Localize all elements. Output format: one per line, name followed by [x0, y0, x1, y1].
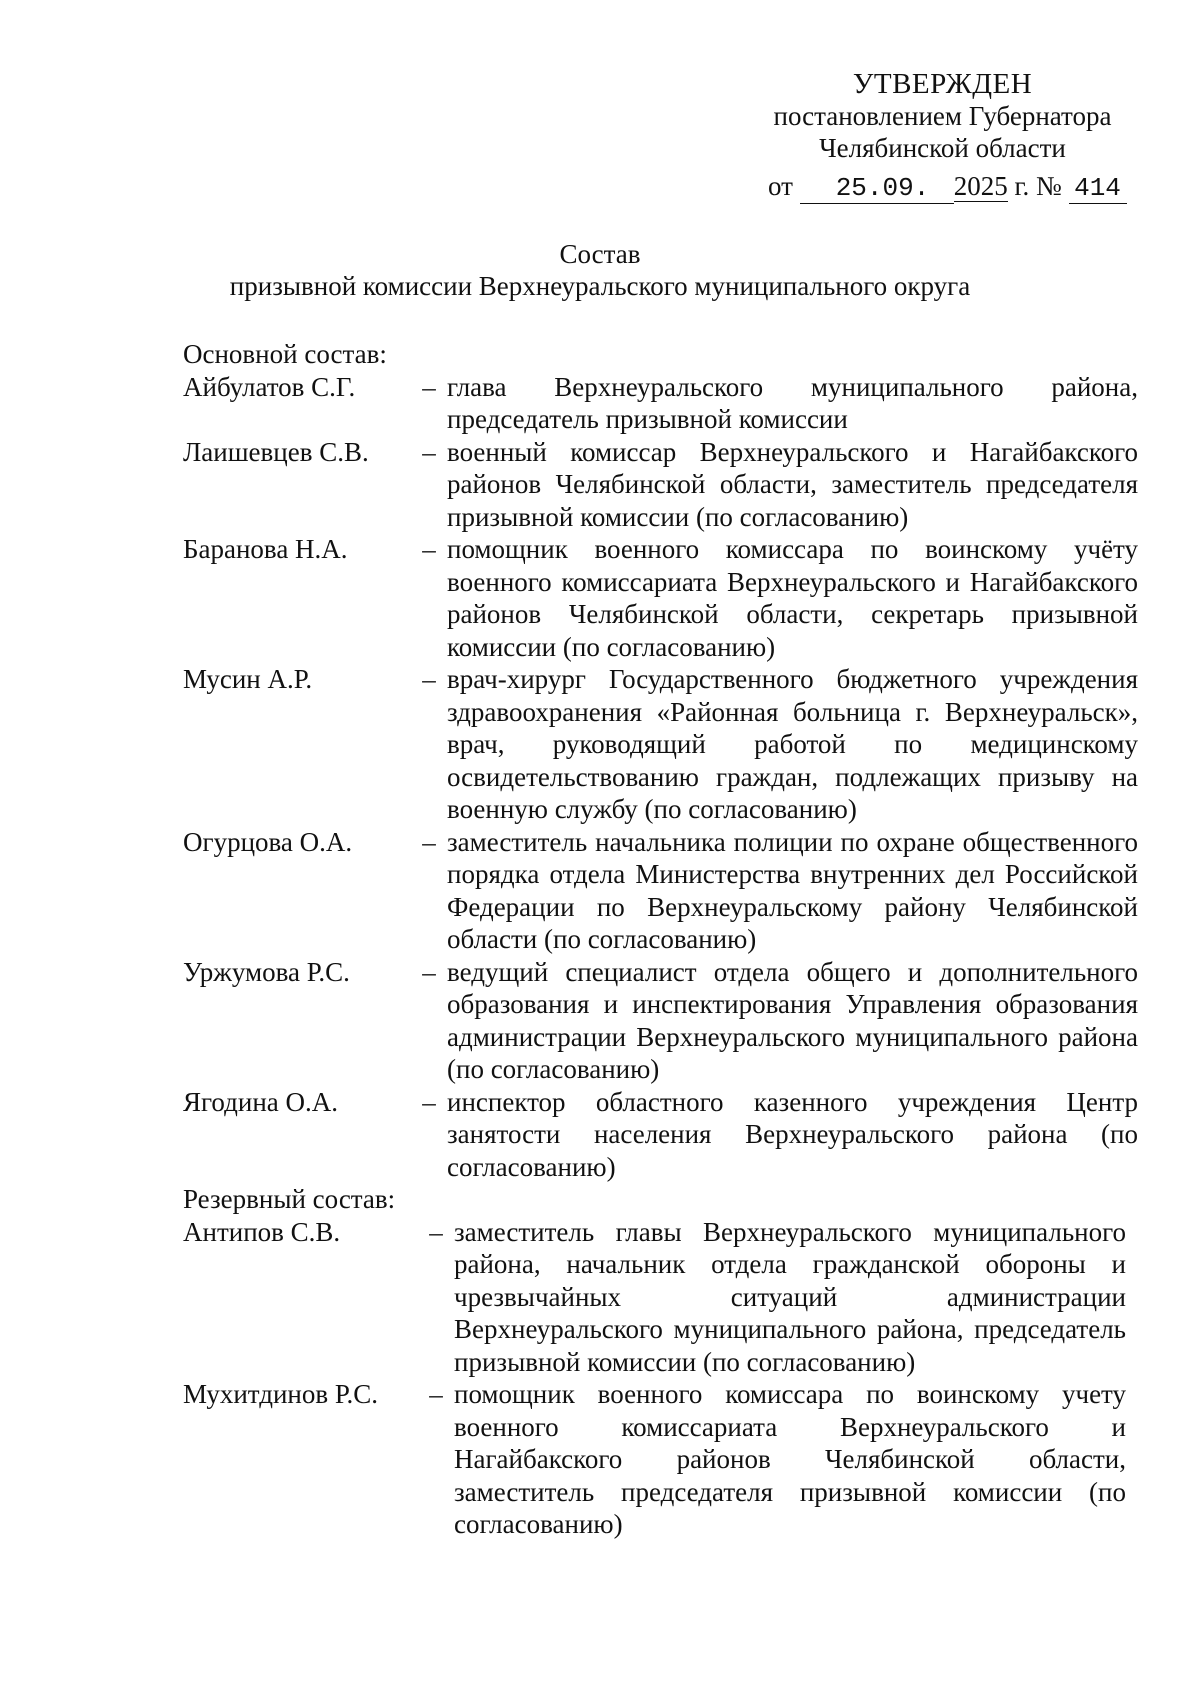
member-dash: –	[429, 1216, 443, 1247]
heading-title: Состав	[559, 239, 641, 269]
from-label: от	[768, 171, 793, 201]
member-dash: –	[429, 1379, 443, 1409]
member-name: Баранова Н.А.	[183, 534, 348, 564]
member-row	[183, 826, 1138, 956]
member-row	[183, 1216, 1138, 1379]
approval-date: 25.09.	[800, 173, 954, 204]
member-row	[183, 1378, 1138, 1541]
member-name: Мусин А.Р.	[183, 664, 313, 694]
commission-list	[183, 338, 1138, 1541]
member-name: Мухитдинов Р.С.	[183, 1379, 379, 1409]
document-heading	[0, 238, 1200, 302]
reserve-section-label: Резервный состав:	[183, 1184, 396, 1214]
approval-date-line	[768, 170, 1127, 204]
member-dash: –	[422, 664, 436, 694]
approval-year: 2025	[953, 171, 1008, 201]
member-row	[183, 1086, 1138, 1184]
member-row	[183, 663, 1138, 826]
member-description: инспектор областного казенного учреждения Центр занятости населения Верхнеуральского района (по согласованию)	[447, 1086, 1138, 1182]
approval-stamp	[745, 68, 1140, 164]
member-dash: –	[422, 826, 436, 857]
member-description: ведущий специалист отдела общего и дополнительного образования и инспектирования Управления образования администрации Верхнеуральского муниципального района (по согласованию)	[447, 956, 1138, 1084]
heading-subtitle: призывной комиссии Верхнеуральского муниципального округа	[229, 271, 971, 301]
member-name: Уржумова Р.С.	[183, 956, 350, 987]
approval-line-2: Челябинской области	[819, 133, 1066, 163]
member-dash: –	[422, 534, 436, 564]
number-label: г. №	[1014, 171, 1062, 201]
member-dash: –	[422, 956, 436, 987]
member-description: помощник военного комиссара по воинскому учету военного комиссариата Верхнеуральского и Нагайбакского районов Челябинской области, заместитель председателя призывной комиссии (по согласованию)	[454, 1379, 1126, 1539]
approval-number: 414	[1069, 173, 1127, 204]
main-section-label: Основной состав:	[183, 339, 387, 369]
member-name: Айбулатов С.Г.	[183, 371, 356, 402]
member-row	[183, 436, 1138, 534]
member-row	[183, 371, 1138, 436]
member-description: заместитель начальника полиции по охране общественного порядка отдела Министерства внутренних дел Российской Федерации по Верхнеуральскому району Челябинской области (по согласованию)	[447, 826, 1138, 954]
member-name: Антипов С.В.	[183, 1216, 341, 1247]
member-name: Огурцова О.А.	[183, 826, 353, 857]
member-dash: –	[422, 1086, 436, 1117]
member-description: врач-хирург Государственного бюджетного учреждения здравоохранения «Районная больница г. Верхнеуральск», врач, руководящий работой по медицинскому освидетельствованию граждан, подлежащих призыву на военную службу (по согласованию)	[447, 664, 1138, 824]
member-name: Лаишевцев С.В.	[183, 436, 369, 467]
approval-title: УТВЕРЖДЕН	[852, 68, 1033, 100]
member-row	[183, 956, 1138, 1086]
member-name: Ягодина О.А.	[183, 1086, 338, 1117]
member-description: помощник военного комиссара по воинскому учёту военного комиссариата Верхнеуральского и Нагайбакского районов Челябинской области, секретарь призывной комиссии (по согласованию)	[447, 534, 1138, 662]
member-description: заместитель главы Верхнеуральского муниципального района, начальник отдела гражданской обороны и чрезвычайных ситуаций администрации Верхнеуральского муниципального района, председатель призывной комиссии (по согласованию)	[454, 1216, 1126, 1377]
member-description: глава Верхнеуральского муниципального района, председатель призывной комиссии	[447, 371, 1138, 434]
member-row	[183, 533, 1138, 663]
member-dash: –	[422, 436, 436, 467]
member-dash: –	[422, 371, 436, 402]
member-description: военный комиссар Верхнеуральского и Нагайбакского районов Челябинской области, заместитель председателя призывной комиссии (по согласованию)	[447, 436, 1138, 532]
approval-line-1: постановлением Губернатора	[773, 101, 1112, 131]
